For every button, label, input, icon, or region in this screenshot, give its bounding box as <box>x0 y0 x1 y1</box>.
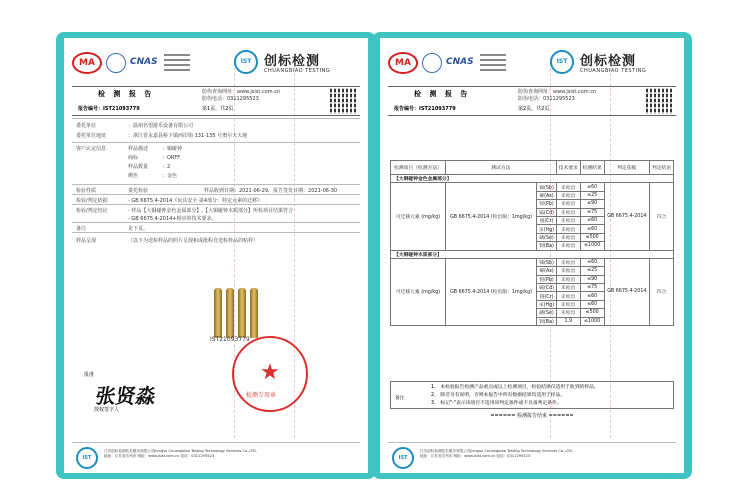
report-title-bar <box>72 86 360 116</box>
ist-logo-icon: IST <box>392 447 414 469</box>
report-page-2-frame <box>372 32 692 479</box>
table-row: 汞(Hg) 未检出 ≤60 <box>391 225 674 233</box>
ist-logo-icon: IST <box>550 50 574 74</box>
remark-row: 备注 见下页。 <box>72 222 360 232</box>
report-page-1-frame <box>56 32 376 479</box>
sample-item <box>214 288 222 338</box>
table-row: 钡(Pb) 未检出 ≤90 <box>391 200 674 208</box>
ist-logo-icon: IST <box>76 447 98 469</box>
report-page-1 <box>64 38 368 473</box>
footer <box>388 442 676 470</box>
basis-row: 检验/判定依据 - GB 6675.4-2014《玩具安全 第4部分：特定元素的迁移》 <box>72 194 360 204</box>
signatory-role: 授权签字人 <box>94 407 120 413</box>
report-number: 报告编号：IST21093779 <box>78 106 140 112</box>
brand-name-en: CHUANGBIAO TESTING <box>580 68 647 74</box>
brand-name-en: CHUANGBIAO TESTING <box>264 68 331 74</box>
table-row: 硒(Se) 未检出 ≤500 <box>391 309 674 317</box>
sample-info-section: 客户认定信息 样品描述 ：铜碰钟 商标 ：ORFF 样品数量 ：2 颜色 ：金色 <box>72 142 360 182</box>
report-title: 检 测 报 告 <box>414 90 471 98</box>
table-row: 铬(Cr) 未检出 ≤60 <box>391 216 674 224</box>
table-row: 铬(Cr) 未检出 ≤60 <box>391 292 674 300</box>
table-row: 钡(Pb) 未检出 ≤90 <box>391 275 674 283</box>
notes-box: 备注 1、 本检验报告检测产品重点或以上检测项目，检验结果仅适用于收到的样品。 2、 除非另有说明，否则本报告中所有数据结果均适用于样品。 3、 标记"-"表示该项目不适用该判定条件或不具备判定条件。 <box>390 381 674 409</box>
conclusion-row: 检验/判定结论 - 样品【大铜碰钟金色金属部分】,【大铜碰钟木质部分】所检项目结果符合 - GB 6675.4-2014+相应的技术要求。 <box>72 204 360 222</box>
report-title-bar <box>388 86 676 116</box>
qr-code <box>646 88 672 114</box>
stamp-star-icon: ★ <box>260 360 280 385</box>
accreditation-logos <box>72 52 192 78</box>
ma-logo: MA <box>388 52 418 74</box>
sample-photo <box>124 266 324 346</box>
sample-item <box>238 288 246 338</box>
ilac-logo <box>106 53 126 73</box>
table-header: 检测项目（检测方法） 测试方法 技术要求 检测结果 判定依据 判定结论 <box>391 161 674 175</box>
page-number: 第2页，共2页 <box>518 106 550 112</box>
table-row: 砷(As) 未检出 ≤25 <box>391 191 674 199</box>
results-table <box>390 160 674 326</box>
brand-block <box>550 50 680 80</box>
page-number: 第1页，共2页 <box>202 106 234 112</box>
client-section: 委托单位 ：温州名望游乐设备有限公司 委托单位地址 ：浙江省永嘉县桥下镇西岸街 131-135 号奥尔夫天地 <box>72 118 360 142</box>
table-row: 可迁移元素 (mg/kg) GB 6675.4-2014 (检出限：1mg/kg) 锑(Sb) 未检出 ≤60 GB 6675.4-2014 符合 <box>391 258 674 266</box>
section-row: 【大铜碰钟金色金属部分】 <box>391 175 674 183</box>
ist-logo-icon: IST <box>234 50 258 74</box>
table-row: 钡(Ba) 1.9 ≤1000 <box>391 317 674 325</box>
photo-id: IST21093779 <box>210 336 250 343</box>
brand-name: 创标检测 <box>580 54 637 69</box>
report-page-2 <box>380 38 684 473</box>
report-title: 检 测 报 告 <box>98 90 155 98</box>
cnas-logo: CNAS <box>130 57 158 67</box>
table-row: 硒(Se) 未检出 ≤500 <box>391 233 674 241</box>
footer-text: 江苏创标检测技术服务有限公司Jiangsu Chuangbiao Testing Technology Services Co.,LTD. 地址：江苏省苏州市 网址：www.jsist.com.cn 电话：0311295523 <box>420 449 573 458</box>
sample-item <box>226 288 234 338</box>
sample-item <box>250 288 258 338</box>
qr-code <box>330 88 356 114</box>
ma-logo: MA <box>72 52 102 74</box>
table-row: 镉(Cd) 未检出 ≤75 <box>391 208 674 216</box>
photo-section: 样品呈现 （以下为送检样品的照片呈现和或批程自送检样品的贴样） <box>72 232 360 362</box>
accreditation-text <box>164 54 190 74</box>
report-end: ====== 检测报告结束 ====== <box>490 413 574 419</box>
report-number: 报告编号：IST21093779 <box>394 106 456 112</box>
table-row: 钡(Ba) 未检出 ≤1000 <box>391 242 674 250</box>
table-row: 砷(As) 未检出 ≤25 <box>391 267 674 275</box>
verify-info: 防伪查询网址：www.jsist.com.cn 防伪电话：0311295523 <box>518 89 597 102</box>
cnas-logo: CNAS <box>446 57 474 67</box>
accreditation-text <box>480 54 506 74</box>
footer <box>72 442 360 470</box>
table-row: 可迁移元素 (mg/kg) GB 6675.4-2014 (检出限：1mg/kg) 锑(Sb) 未检出 ≤60 GB 6675.4-2014 符合 <box>391 183 674 191</box>
brand-name: 创标检测 <box>264 54 321 69</box>
signature: 张贤淼 <box>93 384 158 408</box>
table-row: 镉(Cd) 未检出 ≤75 <box>391 284 674 292</box>
table-row: 汞(Hg) 未检出 ≤60 <box>391 300 674 308</box>
verify-info: 防伪查询网址：www.jsist.com.cn 防伪电话：0311295523 <box>202 89 281 102</box>
approve-label: 批准 <box>84 372 95 378</box>
brand-block <box>234 50 364 80</box>
test-type-row: 检验性质 委托检验 样品收到日期：2021-06-29，报告签发日期：2021-06-30 <box>72 184 360 194</box>
ilac-logo <box>422 53 442 73</box>
official-stamp: ★ 检测专用章 <box>232 336 308 412</box>
accreditation-logos <box>388 52 508 78</box>
section-row: 【大铜碰钟木质部分】 <box>391 250 674 258</box>
footer-text: 江苏创标检测技术服务有限公司Jiangsu Chuangbiao Testing Technology Services Co.,LTD. 地址：江苏省苏州市 网址：www.jsist.com.cn 电话：0311295523 <box>104 449 257 458</box>
